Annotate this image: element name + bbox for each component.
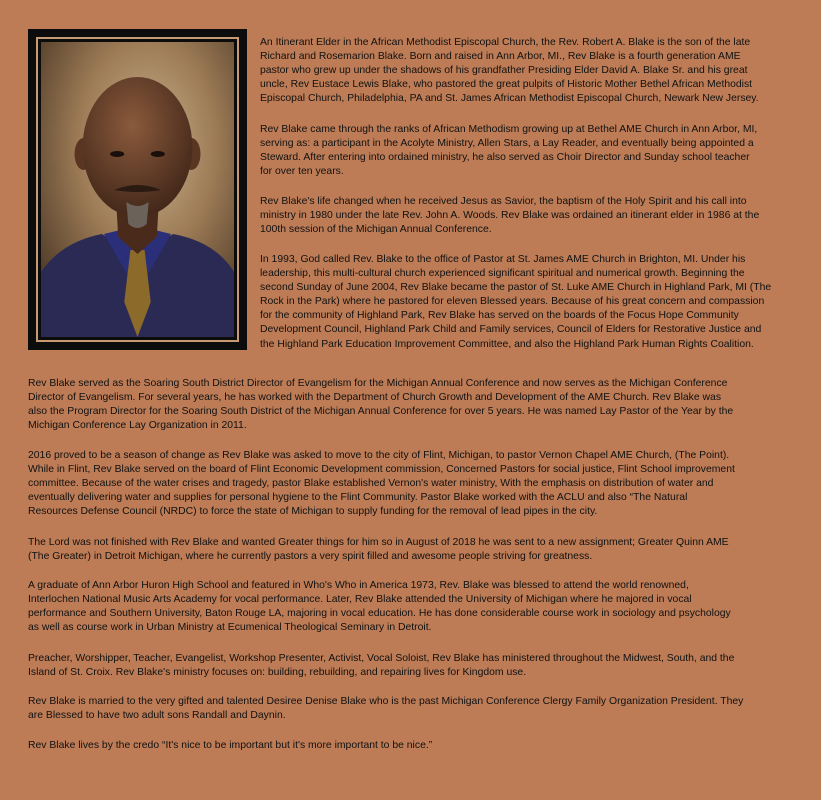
bio-paragraph-calling: Rev Blake's life changed when he received Jesus as Savior, the baptism of the Holy Spirit and his call into ministry in 1980 under the late Rev. John A. Woods. Rev Blake was ordained an itinerant elder in 1986 at the 100th session of the Michigan Annual Conference. (260, 196, 760, 236)
bio-paragraph-credo: Rev Blake lives by the credo “It's nice to be important but it's more important to be nice.” (28, 740, 433, 751)
bio-paragraph-greater-quinn: The Lord was not finished with Rev Blake and wanted Greater things for him so in August of 2018 he was sent to a new assignment; Greater Quinn AME (The Greater) in Detroit Michigan, where he currently pastors a very spirit filled and awesome people striving for greatness. (28, 537, 729, 563)
portrait-frame (28, 29, 247, 350)
bio-paragraph-ministry: Preacher, Worshipper, Teacher, Evangelist, Workshop Presenter, Activist, Vocal Soloist, Rev Blake has ministered throughout the Midwest, South, and the Island of St. Croix. Rev Blake's ministry focuses on: building, rebuilding, and repairing lives for Kingdom use. (28, 653, 735, 679)
bio-paragraph-flint: 2016 proved to be a season of change as Rev Blake was asked to move to the city of Flint, Michigan, to pastor Vernon Chapel AME Church, (The Point). While in Flint, Rev Blake served on the board of Flint Economic Development commission, Concerned Pastors for social justice, Flint School improvement committee. Because of the water crises and tragedy, pastor Blake established Vernon's water ministry, With the emphasis on distribution of water and eventually delivering water and supplies for personal hygiene to the Flint Community. Pastor Blake worked with the ACLU and also “The Natural Resources Defense Council (NRDC) to force the state of Michigan to supply funding for the removal of lead pipes in the city. (28, 450, 735, 518)
bio-paragraph-family: Rev Blake is married to the very gifted and talented Desiree Denise Blake who is the past Michigan Conference Clergy Family Organization President. They are Blessed to have two adult sons Randall and Daynin. (28, 696, 744, 722)
bio-paragraph-education: A graduate of Ann Arbor Huron High School and featured in Who's Who in America 1973, Rev. Blake was blessed to attend the world renowned, Interlochen National Music Arts Academy for vocal performance. Later, Rev Blake attended the University of Michigan where he majored in vocal performance and Southern University, Baton Rouge LA, majoring in vocal education. He has done considerable course work in sociology and psychology as well as course work in Urban Ministry at Ecumenical Theological Seminary in Detroit. (28, 580, 731, 634)
portrait-photo (36, 37, 239, 342)
bio-paragraph-early-ministry: Rev Blake came through the ranks of African Methodism growing up at Bethel AME Church in Ann Arbor, MI, serving as: a participant in the Acolyte Ministry, Allen Stars, a Lay Reader, and eventually being appointed a Steward. After entering into ordained ministry, he also served as Choir Director and Sunday school teacher for over ten years. (260, 124, 758, 178)
bio-paragraph-pastorates: In 1993, God called Rev. Blake to the office of Pastor at St. James AME Church in Brighton, MI. Under his leadership, this multi-cultural church experienced significant spiritual and numerical growth. Beginning the second Sunday of June 2004, Rev Blake became the pastor of St. Luke AME Church in Highland Park, MI (The Rock in the Park) where he pastored for eleven Blessed years. Because of his great concern and compassion for the community of Highland Park, Rev Blake has served on the boards of the Focus Hope Community Development Council, Highland Park Child and Family services, Council of Elders for Restorative Justice and the Highland Park Education Improvement Committee, and also the Highland Park Human Rights Coalition. (260, 254, 772, 350)
portrait-icon (41, 42, 234, 337)
bio-paragraph-evangelism: Rev Blake served as the Soaring South District Director of Evangelism for the Michigan Annual Conference and now serves as the Michigan Conference Director of Evangelism. For several years, he has worked with the Department of Church Growth and Development of the AME Church. Rev Blake was also the Program Director for the Soaring South District of the Michigan Annual Conference for over 5 years. He was named Lay Pastor of the Year by the Michigan Conference Lay Organization in 2011. (28, 378, 734, 432)
bio-paragraph-intro: An Itinerant Elder in the African Methodist Episcopal Church, the Rev. Robert A. Blake is the son of the late Richard and Rosemarion Blake. Born and raised in Ann Arbor, MI., Rev Blake is a fourth generation AME pastor who grew up under the shadows of his grandfather Presiding Elder David A. Blake Sr. and his great uncle, Rev Eustace Lewis Blake, who pastored the great pulpits of Historic Mother Bethel African Methodist Episcopal Church, Philadelphia, PA and St. James African Methodist Episcopal Church, Newark New Jersey. (260, 37, 759, 105)
